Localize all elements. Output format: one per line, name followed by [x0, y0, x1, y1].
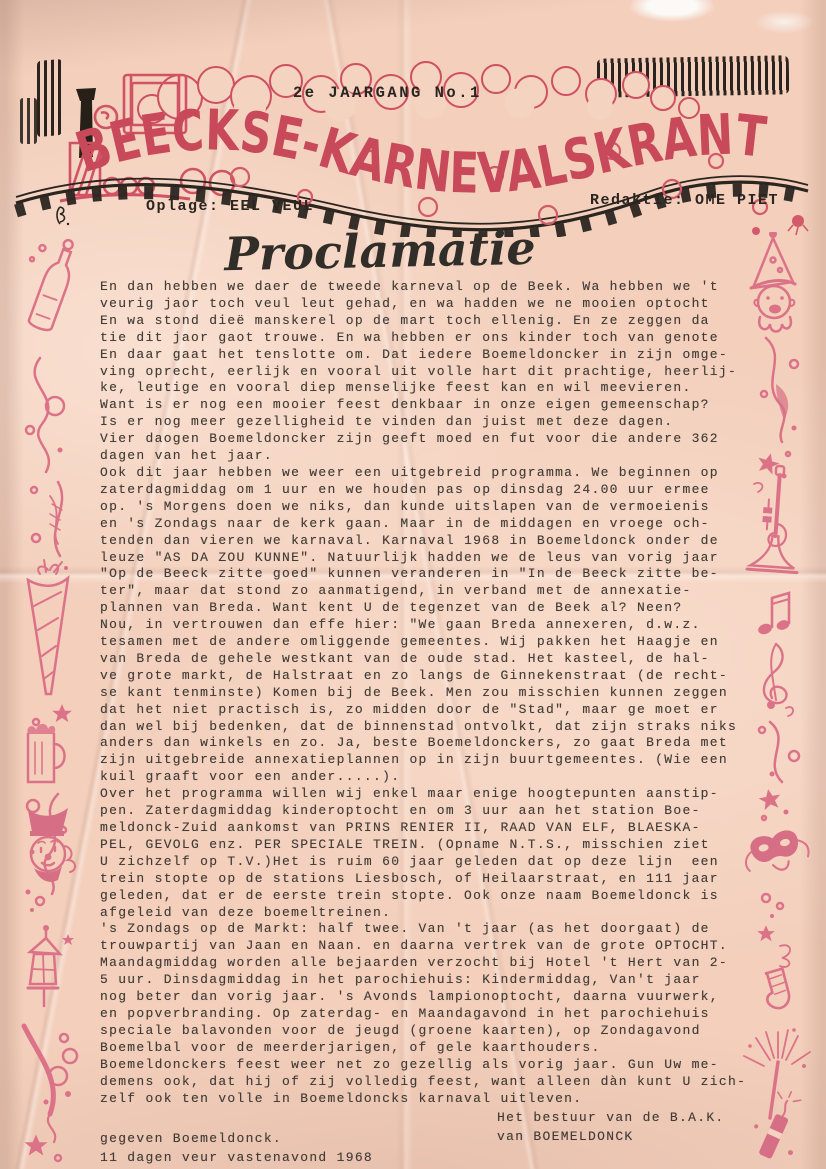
text-line: op. 's Morgens doen we niks, dan kunde uitslapen van de vermoeienis — [100, 498, 710, 514]
firecracker-icon — [745, 1084, 816, 1167]
text-line: speciale balavonden voor de jeugd (groene kaarten), op Zondagavond — [100, 1022, 701, 1038]
colophon-line: gegeven Boemeldonck. — [100, 1131, 283, 1146]
text-line: Boemelbal voor de meerderjarigen, of gele kaarthouders. — [100, 1039, 601, 1055]
feather-swirl-icon — [31, 482, 68, 570]
signature-line: Het bestuur van de B.A.K. — [497, 1110, 725, 1125]
text-line: PEL, GEVOLG enz. PER SPECIALE TREIN. (Opname N.T.S., misschien ziet — [100, 836, 710, 852]
text-line: zaterdagmiddag om 1 uur en we houden pas op dinsdag 24.00 uur ermee — [100, 481, 710, 497]
text-line: demens ook, dat hij of zij volledig feest, want alleen dàn kunt U zich- — [100, 1073, 747, 1089]
jester-head-icon — [751, 232, 795, 332]
text-line: trouwpartij van Jaan en Naan. en daarna vertrek van de grote OPTOCHT. — [100, 938, 728, 954]
text-line: pen. Zaterdagmiddag kinderoptocht en om 3 uur aan het station Boe- — [100, 803, 701, 819]
colophon-block — [100, 1129, 373, 1167]
clown-head-icon — [28, 808, 75, 882]
text-line: 5 uur. Dinsdagmiddag in het parochiehuis: Kindermiddag, Van't jaar — [100, 972, 701, 988]
text-line: U zichzelf op T.V.)Het is ruim 60 jaar geleden dat op deze lijn een — [100, 853, 719, 869]
text-line: Want is er nog een mooier feest denkbaar in onze eigen gemeenschap? — [100, 397, 710, 413]
star-icon — [52, 704, 72, 722]
artist-monogram-icon — [57, 207, 69, 225]
confetti-dot-icon — [33, 719, 39, 725]
text-line: ke, leutige en vooral diep menselijke feest kan en wil meevieren. — [100, 380, 692, 396]
streamer-icon — [759, 707, 799, 782]
text-line: Boemeldonckers feest weer net zo gezellig als vorig jaar. Gun Uw me- — [100, 1056, 719, 1072]
text-line: van Breda de gehele westkant van de oude stad. Het kasteel, de hal- — [100, 650, 710, 666]
text-line: ve grote markt, de Halstraat en zo langs de Ginnekenstraat (de recht- — [100, 667, 728, 683]
confetti-dots-icon — [762, 894, 783, 918]
text-line: En dan hebben we daer de tweede karneval op de Beek. Wa hebben we 't — [100, 279, 719, 294]
text-line: trein stopte op de stations Liesbosch, of Heilaarstraat, en 111 jaar — [100, 870, 719, 886]
confetti-dot-icon — [55, 1155, 61, 1161]
music-note-icon — [757, 593, 791, 636]
sparkler-icon — [744, 1028, 810, 1118]
masthead-artwork — [0, 55, 826, 237]
text-line: kuil graaft voor een ander.....). — [100, 769, 401, 785]
text-line: zijn uitgebreide annexatieplannen op in zijn buurtgemeentes. (Wie een — [100, 752, 728, 768]
text-line: geleden, dat er de eerste trein stopte. Ook onze naam Boemeldonck is — [100, 887, 719, 903]
party-cone-icon — [28, 560, 68, 694]
redaktie-label: Redaktie: OME PIET — [590, 192, 780, 209]
star-and-dots-icon — [757, 787, 788, 820]
left-border-doodles — [6, 238, 90, 1163]
edition-label: 2e JAARGANG No.1 — [293, 84, 482, 102]
text-line: tie dit jaor gaot trouwe. En wa hebben er ons kinder toch van genote — [100, 329, 719, 345]
text-line: en popverbranding. Op zaterdag- en Maandagavond in het parochiehuis — [100, 1005, 710, 1021]
text-line: tesamen met de andere omliggende gemeentes. Wij pakken het Haagje en — [100, 634, 719, 650]
street-lantern-icon — [28, 925, 74, 1006]
text-line: anders dan winkels en zo. Ja, beste Boemeldonckers, zo gaat Breda met — [100, 735, 728, 751]
text-line: meldonck-Zuid aankomst van PRINS RENIER II, RAAD VAN ELF, BLAESKA- — [100, 820, 701, 835]
text-line: "Op de Beeck zitte goed" kunnen veranderen in "In de Beeck zitte be- — [100, 566, 719, 582]
text-line: nog beter dan vorig jaar. 's Avonds lampionoptocht, daarna vuurwerk, — [100, 989, 719, 1005]
right-border-doodles — [736, 232, 820, 1167]
text-line: tenden dan vieren we karnaval. Karnaval 1968 in Boemeldonck onder de — [100, 532, 719, 548]
text-line: plannen van Breda. Want kent U de tegenzet van de Beek al? Neen? — [100, 600, 683, 616]
text-line: En wa stond dieë manskerel op de mart toch ellenig. En ze zeggen da — [100, 312, 710, 328]
text-line: Is er nog meer gezelligheid te vinden dan juist met deze dagen. — [100, 414, 674, 430]
confetti-dots-icon — [26, 890, 45, 913]
text-line: zelf ook ten volle in Boemeldoncks karnaval uitleven. — [100, 1090, 583, 1106]
oplage-label: Oplage: EEL VEUL — [146, 198, 315, 215]
newspaper-title: BEECKSE-KARNEVALSKRANT — [68, 97, 778, 208]
signature-line: van BOEMELDONCK — [497, 1129, 634, 1144]
proclamation-heading: Proclamatie — [223, 220, 537, 282]
swoosh-icon — [24, 1026, 77, 1142]
text-line: Over het programma willen wij enkel maar enige hoogtepunten aanstip- — [100, 786, 719, 802]
text-line: leuze "AS DA ZOU KUNNE". Natuurlijk hadden we de leus van vorig jaar — [100, 549, 719, 565]
signature-block — [497, 1108, 725, 1146]
proclamation-body — [100, 279, 762, 1107]
text-line: dan wel bij bedenken, dat de binnenstad ontvolkt, dat zijn straks niks — [100, 718, 738, 734]
text-line: veurig jaor toch veul leut gehad, en wa hadden we ne mooien optocht — [100, 295, 710, 311]
beer-mug-icon — [27, 724, 64, 782]
stocking-icon — [762, 968, 791, 1010]
wine-bottle-icon — [9, 238, 82, 332]
text-line: en 's Zondags naar de kerk gaan. Maar in de middagen en vroege och- — [100, 515, 710, 531]
text-line: dagen van het jaar. — [100, 448, 273, 464]
colophon-line: 11 dagen veur vastenavond 1968 — [100, 1150, 374, 1165]
text-line: Maandagmiddag worden alle bejaarden verzocht bij Hotel 't Hert van 2- — [100, 955, 728, 971]
star-icon — [24, 1134, 47, 1155]
streamer-icon — [26, 358, 64, 472]
star-squiggle-icon — [757, 925, 790, 967]
text-line: se kant tenminste) Komen bij de Beek. Men zou misschien kunnen zeggen — [100, 684, 728, 700]
streamer-icon — [761, 338, 798, 442]
text-line: dat het niet practisch is, zo midden door de "Stad", maar ge moet er — [100, 701, 719, 717]
trumpet-icon — [747, 464, 804, 572]
text-line: ter", maar dat stond zo aanmatigend, in verband met de annexatie- — [100, 583, 692, 599]
text-line: 's Zondags op de Markt: half twee. Van 't jaar (as het doorgaat) de — [100, 921, 710, 937]
text-line: Nou, in vertrouwen dan effe hier: "We gaan Breda annexeren, d.w.z. — [100, 617, 701, 633]
text-line: En daar gaat het tenslotte om. Dat iedere Boemeldoncker in zijn omge- — [100, 346, 728, 362]
text-line: ving oprecht, eerlijk en vooral uit volle hart dit prachtige, heerlij- — [100, 363, 738, 379]
treble-clef-icon — [764, 644, 787, 709]
text-line: afgeleid van deze boemeltreinen. — [100, 904, 392, 920]
text-line: Ook dit jaar hebben we weer een uitgebreid programma. We beginnen op — [100, 464, 719, 480]
carnival-mask-icon — [740, 826, 811, 878]
text-line: Vier daogen Boemeldoncker zijn geeft moed en fut voor die andere 362 — [100, 431, 719, 447]
